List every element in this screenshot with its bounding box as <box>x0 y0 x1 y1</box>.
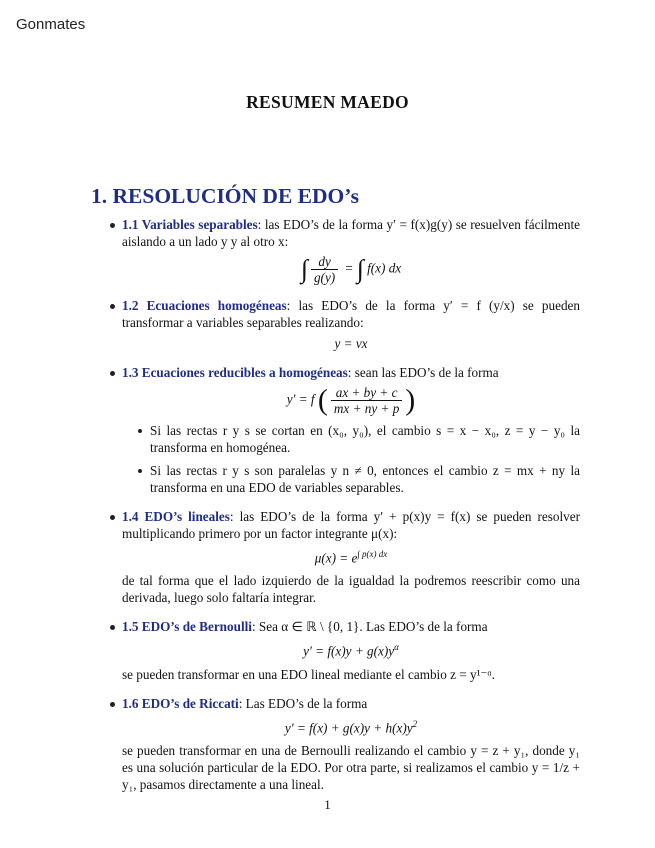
item-heading: 1.1 Variables separables <box>122 217 258 232</box>
section-title: 1. RESOLUCIÓN DE EDO’s <box>91 184 359 208</box>
item-heading: 1.6 EDO’s de Riccati <box>122 695 239 711</box>
formula: y = vx <box>334 336 368 351</box>
item-text-after: se pueden transformar en una de Bernoulli realizando el cambio y = z + y₁, donde y₁ es una solución particular de la EDO. Por otra parte, si realizamos el cambio y = 1/z + y₁, pasamos directamente a una lineal. <box>122 743 580 793</box>
item-text: : las EDO’s de la forma y′ = f(x)g(y) se resuelven fácilmente aislando a un lado y y al otro x: <box>122 217 580 249</box>
bullet-icon <box>110 223 115 228</box>
bullet-icon <box>110 625 115 630</box>
page-number: 1 <box>324 797 331 812</box>
sub-item-text: Si las rectas r y s son paralelas y n ≠ 0, entonces el cambio z = mx + ny la transforma en una EDO de variables separables. <box>150 463 580 495</box>
list-item <box>108 297 580 352</box>
formula: y′ = f ( $\frac{ax + by + c}{mx + ny + p}$ ) <box>286 383 416 417</box>
item-text: : sean las EDO’s de la forma <box>347 365 499 380</box>
item-heading: 1.4 EDO’s lineales <box>122 509 230 524</box>
item-text: : las EDO’s de la forma y′ = f (y/x) se pueden transformar a variables separables realizando: <box>122 298 581 330</box>
bullet-icon <box>110 702 115 707</box>
list-item <box>108 618 580 682</box>
sub-item-text: Si las rectas r y s se cortan en (x₀, y₀), el cambio s = x − x₀, z = y − y₀ la transforma en homogénea. <box>150 423 580 455</box>
item-heading: 1.2 Ecuaciones homogéneas <box>122 298 287 313</box>
list-item <box>108 364 580 496</box>
watermark: Gonmates <box>16 16 86 33</box>
content <box>108 216 580 805</box>
item-text: : Sea α ∈ ℝ \ {0, 1}. Las EDO’s de la forma <box>251 619 488 635</box>
item-text: : Las EDO’s de la forma <box>238 695 368 711</box>
formula: $y' = f(x)y + g(x)y^\alpha$ <box>303 642 399 659</box>
formula: $y' = f(x) + g(x)y + h(x)y^2$ <box>284 718 418 736</box>
item-heading: 1.3 Ecuaciones reducibles a homogéneas <box>122 365 348 380</box>
formula: ∫ $\frac{dy}{g(y)}$ = ∫ f(x) dx <box>300 254 402 285</box>
item-text-after: de tal forma que el lado izquierdo de la igualdad la podremos reescribir como una derivada, luego solo faltaría integrar. <box>122 573 580 606</box>
formula: $\mu(x) = e^{\int p(x) dx}$ <box>314 549 388 566</box>
list-item <box>108 508 580 606</box>
bullet-icon <box>110 304 115 309</box>
sub-item <box>136 422 580 456</box>
list-item <box>108 216 580 285</box>
list-item <box>108 695 580 793</box>
sub-item <box>136 462 580 496</box>
item-text-after: se pueden transformar en una EDO lineal mediante el cambio z = y¹⁻ᵅ. <box>122 666 495 682</box>
document-title: RESUMEN MAEDO <box>246 92 409 112</box>
item-heading: 1.5 EDO’s de Bernoulli <box>122 619 252 635</box>
bullet-icon <box>138 469 142 473</box>
item-text: : las EDO’s de la forma y′ + p(x)y = f(x) se pueden resolver multiplicando primero por un factor integrante μ(x): <box>122 509 580 541</box>
bullet-icon <box>138 429 142 433</box>
bullet-icon <box>110 371 115 376</box>
bullet-icon <box>110 515 115 520</box>
